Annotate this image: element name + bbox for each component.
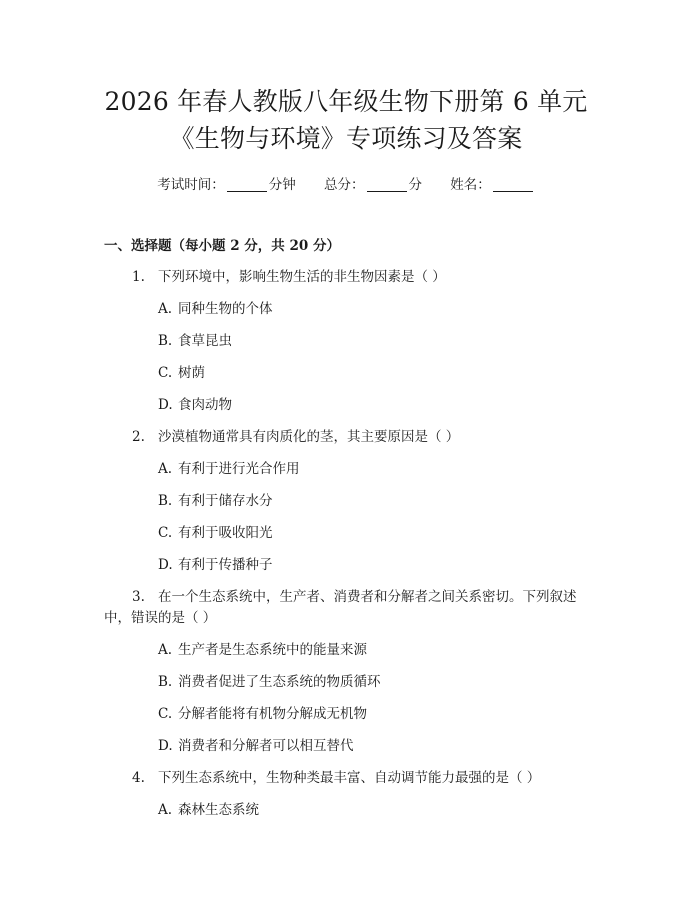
option-letter: D. <box>158 557 173 573</box>
option-text: 消费者和分解者可以相互替代 <box>178 738 354 754</box>
question-number: 1. <box>132 269 145 285</box>
q2-option-a <box>104 459 588 480</box>
question-text: 在一个生态系统中，生产者、消费者和分解者之间关系密切。下列叙述中，错误的是（ ） <box>104 589 577 626</box>
q2-option-d <box>104 555 588 576</box>
exam-time-blank <box>227 177 267 192</box>
option-letter: D. <box>158 738 173 754</box>
q3-option-a <box>104 640 588 661</box>
page-title <box>104 0 588 157</box>
exam-time <box>157 175 296 195</box>
question-1 <box>104 267 588 288</box>
option-letter: B. <box>158 674 173 690</box>
exam-score-label: 总分： <box>324 177 365 193</box>
option-letter: B. <box>158 493 173 509</box>
option-letter: A. <box>158 461 173 477</box>
student-name <box>450 175 535 195</box>
option-text: 消费者促进了生态系统的物质循环 <box>178 674 381 690</box>
question-4 <box>104 768 588 789</box>
q1-option-d <box>104 395 588 416</box>
question-2 <box>104 427 588 448</box>
option-letter: B. <box>158 333 173 349</box>
question-number: 4. <box>132 770 145 786</box>
option-text: 森林生态系统 <box>178 802 259 818</box>
q1-option-b <box>104 331 588 352</box>
student-name-label: 姓名： <box>450 177 491 193</box>
q2-option-b <box>104 491 588 512</box>
exam-score-blank <box>367 177 407 192</box>
option-letter: A. <box>158 802 173 818</box>
question-text: 下列环境中，影响生物生活的非生物因素是（ ） <box>158 269 446 285</box>
option-text: 分解者能将有机物分解成无机物 <box>178 706 367 722</box>
option-letter: A. <box>158 642 173 658</box>
option-letter: A. <box>158 301 173 317</box>
option-text: 有利于储存水分 <box>178 493 273 509</box>
question-number: 2. <box>132 429 145 445</box>
option-text: 有利于传播种子 <box>178 557 273 573</box>
question-3 <box>104 587 588 629</box>
exam-info <box>104 175 588 195</box>
option-text: 食肉动物 <box>178 397 232 413</box>
student-name-blank <box>493 177 533 192</box>
question-text: 沙漠植物通常具有肉质化的茎，其主要原因是（ ） <box>158 429 460 445</box>
exam-score <box>324 175 422 195</box>
q1-option-c <box>104 363 588 384</box>
q3-option-d <box>104 736 588 757</box>
q3-option-b <box>104 672 588 693</box>
section-heading: 一、选择题（每小题 2 分，共 20 分） <box>104 238 340 254</box>
option-text: 同种生物的个体 <box>178 301 273 317</box>
q4-option-a <box>104 800 588 821</box>
q2-option-c <box>104 523 588 544</box>
question-number: 3. <box>132 589 145 605</box>
q1-option-a <box>104 299 588 320</box>
option-letter: C. <box>158 706 173 722</box>
option-letter: D. <box>158 397 173 413</box>
option-letter: C. <box>158 525 173 541</box>
option-text: 树荫 <box>178 365 205 381</box>
option-text: 有利于吸收阳光 <box>178 525 273 541</box>
title-line-2: 《生物与环境》专项练习及答案 <box>169 124 523 153</box>
exam-time-label: 考试时间： <box>157 177 225 193</box>
exam-score-unit: 分 <box>408 177 422 193</box>
question-text: 下列生态系统中，生物种类最丰富、自动调节能力最强的是（ ） <box>158 770 541 786</box>
title-line-1: 2026 年春人教版八年级生物下册第 6 单元 <box>104 87 588 116</box>
option-text: 食草昆虫 <box>178 333 232 349</box>
q3-option-c <box>104 704 588 725</box>
option-text: 有利于进行光合作用 <box>178 461 300 477</box>
option-letter: C. <box>158 365 173 381</box>
exam-time-unit: 分钟 <box>268 177 296 193</box>
option-text: 生产者是生态系统中的能量来源 <box>178 642 367 658</box>
